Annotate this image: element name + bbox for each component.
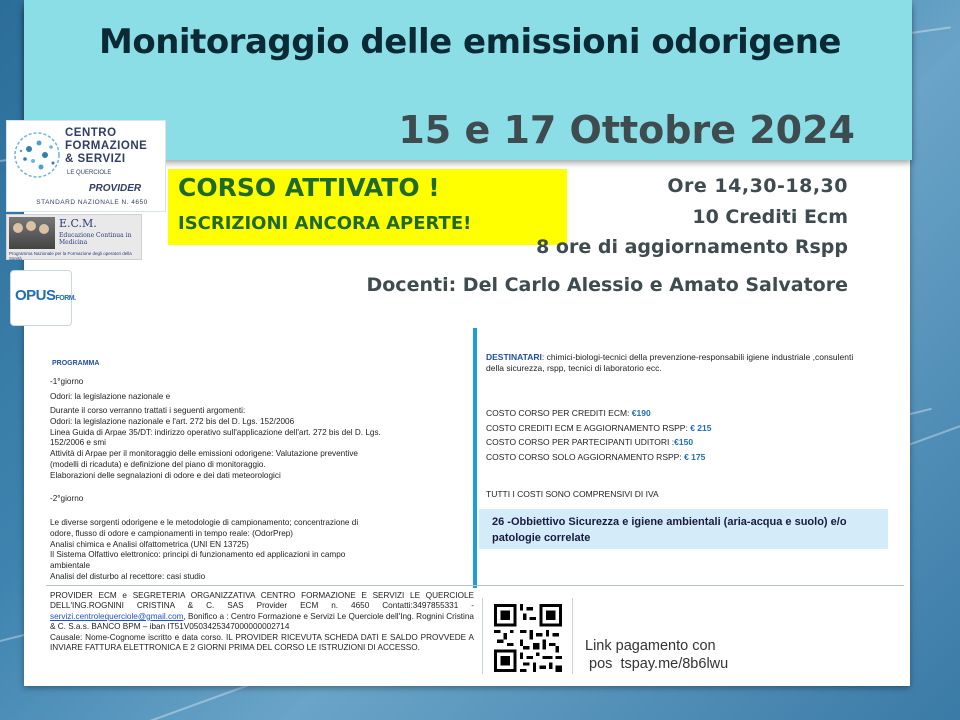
provider-email-link[interactable]: servizi.centrolequerciole@gmail.com bbox=[50, 611, 184, 621]
payment-qr-code-icon[interactable] bbox=[494, 604, 562, 672]
vat-note: TUTTI I COSTI SONO COMPRENSIVI DI IVA bbox=[486, 489, 659, 499]
program-line: ambientale bbox=[50, 561, 91, 571]
program-line: odore, flusso di odore e campionamenti in tempo reale: (OdorPrep) bbox=[50, 528, 294, 538]
cost-value: € 215 bbox=[690, 422, 712, 433]
logo-line: FORMAZIONE bbox=[65, 140, 148, 152]
program-intro: Odori: la legislazione nazionale e bbox=[50, 392, 171, 401]
program-day1: -1°giorno bbox=[50, 377, 84, 386]
program-line: Le diverse sorgenti odorigene e le metodologie di campionamento; concentrazione di bbox=[50, 518, 359, 527]
centro-formazione-logo bbox=[6, 120, 166, 212]
cost-row bbox=[486, 406, 711, 421]
program-day1-list bbox=[50, 406, 450, 482]
ecm-credits: 10 Crediti Ecm bbox=[692, 206, 848, 228]
cost-label: COSTO CORSO PER PARTECIPANTI UDITORI : bbox=[486, 437, 675, 447]
program-heading: PROGRAMMA bbox=[52, 360, 100, 367]
provider-info bbox=[50, 591, 474, 653]
banner-line-activated: CORSO ATTIVATO ! bbox=[178, 173, 440, 202]
ecm-logo bbox=[6, 214, 142, 260]
rspp-hours: 8 ore di aggiornamento Rspp bbox=[536, 236, 848, 258]
accent-divider bbox=[473, 328, 477, 588]
instructors: Docenti: Del Carlo Alessio e Amato Salvatore bbox=[366, 274, 848, 296]
cost-value: € 175 bbox=[684, 451, 706, 462]
people-photo-icon bbox=[9, 217, 55, 249]
program-day2-list bbox=[50, 518, 450, 583]
provider-causale: Causale: Nome-Cognome iscritto e data corso. IL PROVIDER RICEVUTA SCHEDA DATI E SALDO PROVVEDE A INVIARE FATTURA ELETTRONICA E 2 GIORNI PRIMA DEL CORSO LE ISTRUZIONI DI ACCESSO. bbox=[50, 632, 474, 653]
opus-text bbox=[15, 287, 76, 304]
ecm-title: E.C.M. bbox=[59, 217, 97, 230]
cost-row bbox=[486, 421, 711, 436]
program-day2: -2°giorno bbox=[50, 494, 84, 503]
objective-text: 26 -Obbiettivo Sicurezza e igiene ambientali (aria-acqua e suolo) e/o patologie correlate bbox=[492, 516, 847, 544]
provider-text: PROVIDER ECM e SEGRETERIA ORGANIZZATIVA CENTRO FORMAZIONE E SERVIZI LE QUERCIOLE DELL'ING.ROGNINI CRISTINA & C. SAS Provider ECM n. 4650 Contatti:3497855331 - bbox=[50, 591, 474, 611]
dots-globe-icon bbox=[11, 129, 63, 181]
target-label: DESTINATARI bbox=[486, 352, 542, 362]
provider-bank: , Bonifico a : Centro Formazione e Servizi Le Querciole dell'Ing. Rognini Cristina & C. S.a.s. BANCO BPM – iban IT51V0503425347000000002714 bbox=[50, 611, 474, 632]
opus-suffix: FORM. bbox=[55, 295, 76, 302]
logo-line: CENTRO bbox=[65, 127, 117, 139]
ecm-footer: Programma Nazionale per la Formazione degli operatori della Sanità bbox=[9, 251, 132, 261]
footer-divider bbox=[46, 585, 904, 586]
opus-main: OPUS bbox=[15, 287, 56, 304]
program-line: (modelli di ricaduta) e definizione del piano di monitoraggio. bbox=[50, 459, 266, 469]
logo-text bbox=[65, 127, 165, 166]
course-hours: Ore 14,30-18,30 bbox=[667, 175, 848, 197]
program-line: Durante il corso verranno trattati i seguenti argomenti: bbox=[50, 406, 246, 415]
cost-list bbox=[486, 406, 711, 464]
program-line: Elaborazioni delle segnalazioni di odore e dei dati meteorologici bbox=[50, 470, 281, 480]
cost-value: €190 bbox=[631, 408, 651, 418]
cost-label: COSTO CORSO PER CREDITI ECM: bbox=[486, 408, 632, 418]
program-line: Il Sistema Olfattivo elettronico: principi di funzionamento ed applicazioni in campo bbox=[50, 550, 346, 560]
ecm-subtitle: Educazione Continua in Medicina bbox=[59, 232, 132, 246]
program-line: Odori: la legislazione nazionale e l'art. 272 bis del D. Lgs. 152/2006 bbox=[50, 416, 295, 426]
target-audience bbox=[486, 352, 871, 374]
cost-row bbox=[486, 450, 711, 465]
opus-form-logo bbox=[10, 270, 76, 326]
course-dates: 15 e 17 Ottobre 2024 bbox=[398, 108, 855, 152]
payment-url[interactable]: pos tspay.me/8b6lwu bbox=[585, 656, 729, 672]
program-line: Analisi chimica e Analisi olfattometrica (UNI EN 13725) bbox=[50, 539, 249, 549]
logo-line: & SERVIZI bbox=[65, 153, 126, 165]
cost-label: COSTO CORSO SOLO AGGIORNAMENTO RSPP: bbox=[486, 451, 685, 462]
target-text: : chimici-biologi-tecnici della prevenzione-responsabili igiene industriale ,consulenti della sicurezza, rspp, tecnici di laboratorio ecc. bbox=[486, 352, 854, 373]
program-line: Attività di Arpae per il monitoraggio delle emissioni odorigene: Valutazione preventive bbox=[50, 449, 358, 459]
logo-provider: PROVIDER bbox=[88, 183, 142, 194]
logo-subtitle: LE QUERCIOLE bbox=[67, 170, 112, 176]
cost-row bbox=[486, 435, 711, 450]
divider bbox=[572, 598, 573, 674]
logo-standard: STANDARD NAZIONALE N. 4650 bbox=[36, 199, 148, 206]
page-title: Monitoraggio delle emissioni odorigene bbox=[99, 22, 841, 62]
cost-value: €150 bbox=[674, 437, 694, 447]
divider bbox=[482, 598, 483, 674]
program-line: Analisi del disturbo al recettore: casi studio bbox=[50, 571, 206, 581]
payment-link[interactable] bbox=[585, 637, 728, 673]
cost-label: COSTO CREDITI ECM E AGGIORNAMENTO RSPP: bbox=[486, 422, 691, 433]
program-line: 152/2006 e smi bbox=[50, 438, 106, 448]
program-line: Linea Guida di Arpae 35/DT: indirizzo operativo sull'applicazione dell'art. 272 bis del D. Lgs. bbox=[50, 427, 381, 437]
banner-line-open: ISCRIZIONI ANCORA APERTE! bbox=[178, 213, 472, 234]
payment-line: Link pagamento con bbox=[585, 638, 716, 654]
